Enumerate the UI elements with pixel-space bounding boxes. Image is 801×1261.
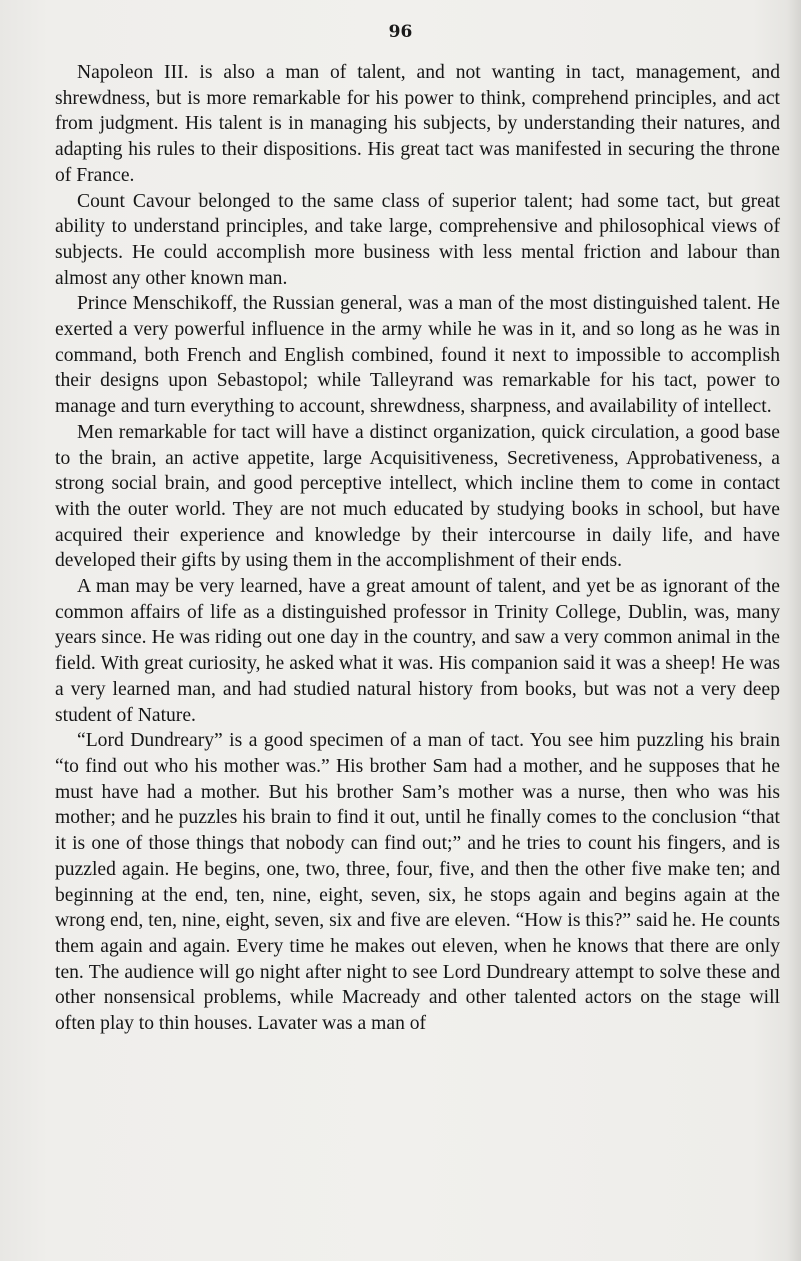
paragraph-napoleon: Napoleon III. is also a man of talent, and not wanting in tact, management, and shrewdness, but is more remarkable for his power to think, comprehend principles, and act from judgment. His talent is in managing his subjects, by understanding their natures, and adapting his rules to their dispositions. His great tact was manifested in securing the throne of France. [55, 62, 780, 186]
paragraph-cavour: Count Cavour belonged to the same class of superior talent; had some tact, but great ability to understand principles, and take large, comprehensive and philosophical views of subjects. He could accomplish more business with less mental friction and labour than almost any other known man. [55, 190, 780, 289]
paragraph-tact-organization: Men remarkable for tact will have a distinct organization, quick circulation, a good base to the brain, an active appetite, large Acquisitiveness, Secretiveness, Approbativeness, a strong social brain, and good perceptive intellect, which incline them to come in contact with the outer world. They are not much educated by studying books in school, but have acquired their experience and knowledge by their intercourse in daily life, and have developed their gifts by using them in the accomplishment of their ends. [55, 421, 780, 572]
paragraph-learned-man: A man may be very learned, have a great amount of talent, and yet be as ignorant of the common affairs of life as a distinguished professor in Trinity College, Dublin, was, many years since. He was riding out one day in the country, and saw a very common animal in the field. With great curiosity, he asked what it was. His companion said it was a sheep! He was a very learned man, and had studied natural history from books, but was not a very deep student of Nature. [55, 576, 780, 726]
page-number: 96 [388, 22, 413, 42]
paragraph-menschikoff: Prince Menschikoff, the Russian general, was a man of the most distinguished talent. He exerted a very powerful influence in the army while he was in it, and so long as he was in command, both French and English combined, found it next to impossible to accomplish their designs upon Sebastopol; while Talleyrand was remarkable for his tact, power to manage and turn everything to account, shrewdness, sharpness, and availability of intellect. [55, 293, 780, 418]
paragraph-lord-dundreary: “Lord Dundreary” is a good specimen of a man of tact. You see him puzzling his brain “to find out who his mother was.” His brother Sam had a mother, and he supposes that he must have had a mother. But his brother Sam’s mother was a nurse, then who was his mother; and he puzzles his brain to find it out, until he finally comes to the conclusion “that it is one of those things that nobody can find out;” and he tries to count his fingers, and is puzzled again. He begins, one, two, three, four, five, and then the other five make ten; and beginning at the end, ten, nine, eight, seven, six, he stops again and begins again at the wrong end, ten, nine, eight, seven, six and five are eleven. “How is this?” said he. He counts them again and again. Every time he makes out eleven, when he knows that there are only ten. The audience will go night after night to see Lord Dundreary attempt to solve these and other nonsensical problems, while Macready and other talented actors on the stage will often play to thin houses. Lavater was a man of [55, 730, 780, 1035]
page-edge-shadow [787, 0, 801, 1261]
body-text [55, 60, 780, 1037]
